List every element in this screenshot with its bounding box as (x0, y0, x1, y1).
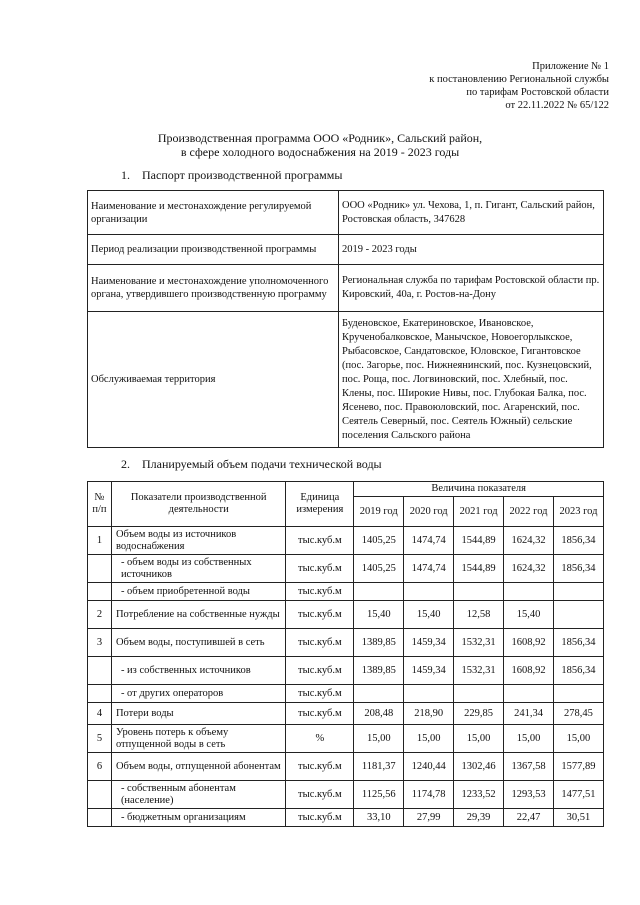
value-cell: 1389,85 (354, 657, 404, 685)
row-number: 1 (88, 527, 112, 555)
unit-cell: тыс.куб.м (286, 753, 354, 781)
title-line: в сфере холодного водоснабжения на 2019 - 2023 годы (180, 145, 460, 159)
value-cell: 27,99 (404, 809, 454, 827)
row-number: 6 (88, 753, 112, 781)
table-row (88, 753, 604, 781)
table-row (88, 555, 604, 583)
column-header-year: 2021 год (454, 497, 504, 527)
value-cell: 1174,78 (404, 781, 454, 809)
table-row (88, 703, 604, 725)
unit-cell: % (286, 725, 354, 753)
value-cell: 278,45 (553, 703, 603, 725)
value-cell: 208,48 (354, 703, 404, 725)
value-cell: 1240,44 (404, 753, 454, 781)
value-cell: 1367,58 (504, 753, 554, 781)
row-number (88, 781, 112, 809)
value-cell (553, 601, 603, 629)
table-row (88, 781, 604, 809)
value-cell (553, 583, 603, 601)
value-cell: 1856,34 (553, 657, 603, 685)
value-cell: 15,40 (404, 601, 454, 629)
value-cell: 15,00 (553, 725, 603, 753)
section-2-heading (121, 457, 382, 472)
column-header-num: № п/п (88, 482, 112, 527)
column-header-year: 2019 год (354, 497, 404, 527)
value-cell: 229,85 (454, 703, 504, 725)
value-cell: 1577,89 (553, 753, 603, 781)
indicator-name: - от других операторов (111, 685, 285, 703)
column-header-year: 2023 год (553, 497, 603, 527)
unit-cell: тыс.куб.м (286, 629, 354, 657)
value-cell: 15,00 (404, 725, 454, 753)
value-cell: 1544,89 (454, 555, 504, 583)
value-cell: 1532,31 (454, 657, 504, 685)
passport-label: Наименование и местонахождение регулируемой организации (88, 191, 339, 235)
row-number (88, 555, 112, 583)
row-number (88, 809, 112, 827)
value-cell: 1856,34 (553, 555, 603, 583)
section-number: 1. (121, 168, 130, 182)
value-cell (404, 583, 454, 601)
value-cell: 1293,53 (504, 781, 554, 809)
value-cell: 1181,37 (354, 753, 404, 781)
value-cell: 1624,32 (504, 555, 554, 583)
value-cell: 22,47 (504, 809, 554, 827)
value-cell: 29,39 (454, 809, 504, 827)
column-header-unit: Единица измерения (286, 482, 354, 527)
section-title: Паспорт производственной программы (142, 168, 343, 182)
value-cell: 1474,74 (404, 555, 454, 583)
value-cell: 1405,25 (354, 527, 404, 555)
table-row (88, 629, 604, 657)
value-cell: 1125,56 (354, 781, 404, 809)
value-cell: 30,51 (553, 809, 603, 827)
value-cell: 1608,92 (504, 657, 554, 685)
row-number: 3 (88, 629, 112, 657)
row-number: 2 (88, 601, 112, 629)
appendix-line: Приложение № 1 (532, 61, 609, 72)
document-title (0, 131, 640, 159)
value-cell: 33,10 (354, 809, 404, 827)
row-number: 4 (88, 703, 112, 725)
passport-table (87, 190, 604, 448)
column-header-indicator: Показатели производственной деятельности (111, 482, 285, 527)
indicator-name: Потери воды (111, 703, 285, 725)
value-cell: 1544,89 (454, 527, 504, 555)
table-row (88, 191, 604, 235)
row-number: 5 (88, 725, 112, 753)
unit-cell: тыс.куб.м (286, 555, 354, 583)
value-cell (404, 685, 454, 703)
value-cell: 15,40 (354, 601, 404, 629)
appendix-line: к постановлению Региональной службы (429, 74, 609, 85)
value-cell: 1624,32 (504, 527, 554, 555)
passport-value: Региональная служба по тарифам Ростовской области пр. Кировский, 40а, г. Ростов-на-Дону (339, 265, 604, 312)
value-cell: 1302,46 (454, 753, 504, 781)
table-row (88, 725, 604, 753)
section-number: 2. (121, 457, 130, 471)
value-cell (454, 583, 504, 601)
value-cell: 1608,92 (504, 629, 554, 657)
value-cell: 1233,52 (454, 781, 504, 809)
row-number (88, 657, 112, 685)
value-cell: 15,00 (504, 725, 554, 753)
value-cell: 1405,25 (354, 555, 404, 583)
row-number (88, 685, 112, 703)
table-row (88, 809, 604, 827)
passport-value: 2019 - 2023 годы (339, 235, 604, 265)
indicator-name: - объем приобретенной воды (111, 583, 285, 601)
water-volume-table (87, 481, 604, 827)
indicator-name: - бюджетным организациям (111, 809, 285, 827)
table-row (88, 312, 604, 448)
value-cell: 12,58 (454, 601, 504, 629)
unit-cell: тыс.куб.м (286, 703, 354, 725)
passport-label: Обслуживаемая территория (88, 312, 339, 448)
row-number (88, 583, 112, 601)
passport-value: ООО «Родник» ул. Чехова, 1, п. Гигант, Сальский район, Ростовская область, 347628 (339, 191, 604, 235)
unit-cell: тыс.куб.м (286, 781, 354, 809)
table-header-row (88, 482, 604, 497)
table-row (88, 601, 604, 629)
table-row (88, 583, 604, 601)
indicator-name: Объем воды из источников водоснабжения (111, 527, 285, 555)
passport-label: Наименование и местонахождение уполномоченного органа, утвердившего производственную программу (88, 265, 339, 312)
value-cell: 1474,74 (404, 527, 454, 555)
value-cell (454, 685, 504, 703)
unit-cell: тыс.куб.м (286, 685, 354, 703)
appendix-note (429, 60, 609, 112)
value-cell: 1477,51 (553, 781, 603, 809)
column-header-year: 2020 год (404, 497, 454, 527)
column-header-year: 2022 год (504, 497, 554, 527)
unit-cell: тыс.куб.м (286, 809, 354, 827)
value-cell: 1459,34 (404, 657, 454, 685)
value-cell: 1459,34 (404, 629, 454, 657)
table-row (88, 235, 604, 265)
value-cell (553, 685, 603, 703)
indicator-name: Объем воды, поступившей в сеть (111, 629, 285, 657)
value-cell (354, 583, 404, 601)
value-cell: 218,90 (404, 703, 454, 725)
title-line: Производственная программа ООО «Родник», Сальский район, (157, 131, 483, 145)
value-cell: 15,00 (354, 725, 404, 753)
indicator-name: Потребление на собственные нужды (111, 601, 285, 629)
appendix-line: от 22.11.2022 № 65/122 (505, 100, 609, 111)
value-cell: 15,40 (504, 601, 554, 629)
value-cell: 1856,34 (553, 629, 603, 657)
unit-cell: тыс.куб.м (286, 601, 354, 629)
table-row (88, 685, 604, 703)
column-header-value-group: Величина показателя (354, 482, 604, 497)
table-row (88, 265, 604, 312)
indicator-name: - из собственных источников (111, 657, 285, 685)
table-row (88, 527, 604, 555)
value-cell: 1532,31 (454, 629, 504, 657)
section-title: Планируемый объем подачи технической воды (142, 457, 382, 471)
value-cell (354, 685, 404, 703)
value-cell: 15,00 (454, 725, 504, 753)
passport-value: Буденовское, Екатериновское, Ивановское, Крученобалковское, Манычское, Новоегорлыкское, Рыбасовское, Сандатовское, Юловское, Гигантовское (пос. Загорье, пос. Нижнеянинский, пос. Кузнецовский, пос. Роща, пос. Логвиновский, пос. Хлебный, пос. Клены, пос. Широкие Нивы, пос. Глубокая Балка, пос. Ясенево, пос. Правоюловский, пос. Агаренский, пос. Сеятель Северный, пос. Сеятель Южный) сельские поселения Сальского района (339, 312, 604, 448)
table-row (88, 657, 604, 685)
value-cell (504, 685, 554, 703)
appendix-line: по тарифам Ростовской области (466, 87, 609, 98)
unit-cell: тыс.куб.м (286, 583, 354, 601)
value-cell: 1389,85 (354, 629, 404, 657)
value-cell: 241,34 (504, 703, 554, 725)
unit-cell: тыс.куб.м (286, 657, 354, 685)
indicator-name: Объем воды, отпущенной абонентам (111, 753, 285, 781)
value-cell (504, 583, 554, 601)
value-cell: 1856,34 (553, 527, 603, 555)
section-1-heading (121, 168, 342, 183)
indicator-name: - объем воды из собственных источников (111, 555, 285, 583)
indicator-name: - собственным абонентам (население) (111, 781, 285, 809)
indicator-name: Уровень потерь к объему отпущенной воды в сеть (111, 725, 285, 753)
unit-cell: тыс.куб.м (286, 527, 354, 555)
passport-label: Период реализации производственной программы (88, 235, 339, 265)
